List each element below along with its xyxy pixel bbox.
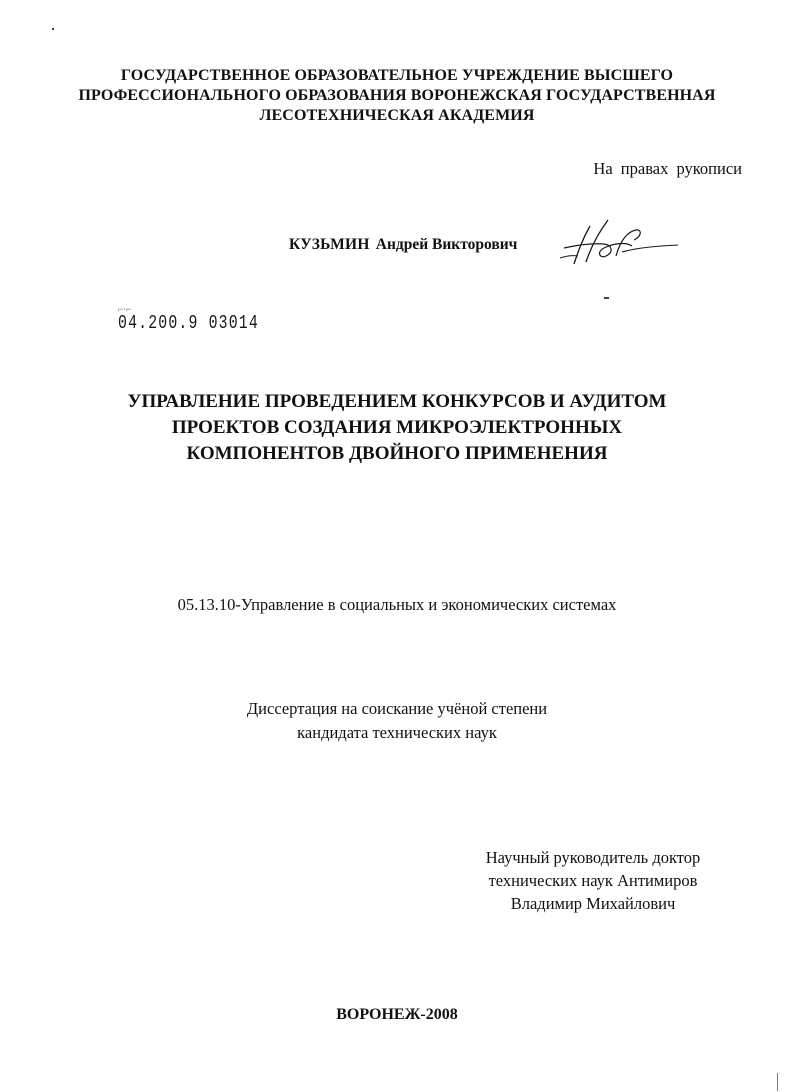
scan-edge-mark — [777, 1073, 778, 1091]
institution-line: ГОСУДАРСТВЕННОЕ ОБРАЗОВАТЕЛЬНОЕ УЧРЕЖДЕНИЕ ВЫСШЕГО — [120, 67, 674, 84]
supervisor-line: технических наук Антимиров — [488, 871, 698, 890]
dissertation-title — [0, 389, 794, 467]
registration-stamp: 04.200.9 03014 — [118, 312, 259, 334]
supervisor-line: Научный руководитель доктор — [485, 848, 701, 867]
title-line: ПРОЕКТОВ СОЗДАНИЯ МИКРОЭЛЕКТРОННЫХ — [171, 417, 623, 438]
author-surname: КУЗЬМИН — [289, 236, 370, 253]
author-signature — [556, 212, 682, 272]
degree-statement — [0, 697, 794, 745]
scan-speck — [604, 297, 609, 299]
supervisor-line: Владимир Михайлович — [510, 894, 676, 913]
manuscript-note: На правах рукописи — [593, 159, 742, 178]
author-given-names: Андрей Викторович — [375, 236, 518, 253]
institution-line: ПРОФЕССИОНАЛЬНОГО ОБРАЗОВАНИЯ ВОРОНЕЖСКАЯ ГОСУДАРСТВЕННАЯ — [78, 87, 716, 104]
author-name — [289, 236, 517, 254]
institution-header — [0, 66, 794, 126]
city-year: ВОРОНЕЖ-2008 — [336, 1006, 458, 1023]
scientific-supervisor — [440, 846, 746, 915]
scan-speck — [52, 28, 54, 30]
stamp-mark: ⌐·⌐ — [118, 304, 132, 314]
institution-line: ЛЕСОТЕХНИЧЕСКАЯ АКАДЕМИЯ — [259, 107, 535, 124]
degree-line: Диссертация на соискание учёной степени — [246, 699, 548, 718]
specialty-code: 05.13.10-Управление в социальных и экономических системах — [177, 595, 617, 614]
title-line: УПРАВЛЕНИЕ ПРОВЕДЕНИЕМ КОНКУРСОВ И АУДИТОМ — [127, 391, 667, 412]
title-line: КОМПОНЕНТОВ ДВОЙНОГО ПРИМЕНЕНИЯ — [186, 443, 608, 464]
degree-line: кандидата технических наук — [297, 723, 497, 742]
